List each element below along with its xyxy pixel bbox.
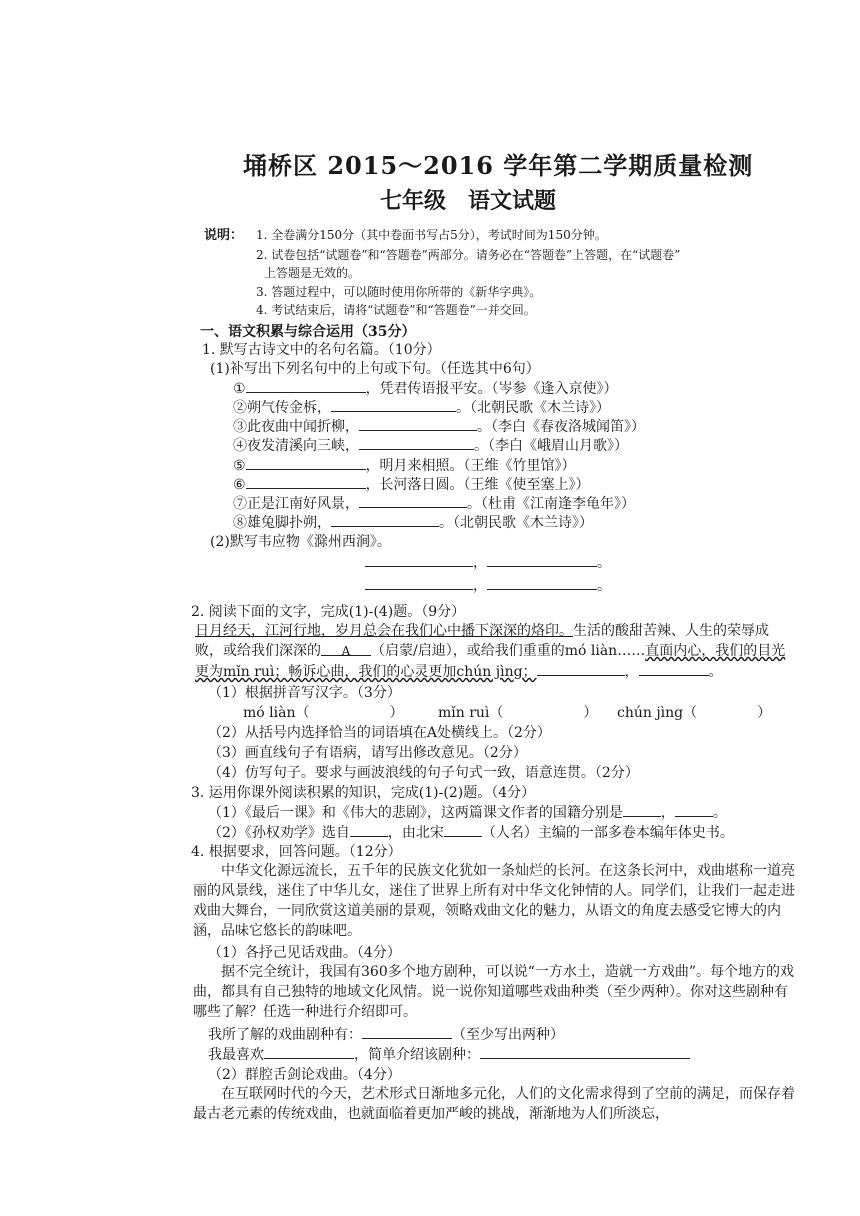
pinyin-item: chún jìng（ ） — [617, 705, 772, 721]
answer-blank[interactable] — [331, 397, 456, 412]
answer-blank[interactable] — [362, 1024, 452, 1039]
question-1-title: 1. 默写古诗文中的名句名篇。（10分） — [202, 342, 441, 358]
question-2-title: 2. 阅读下面的文字，完成(1)-(4)题。（9分） — [191, 604, 466, 620]
question-4-sub1-text: 据不完全统计，我国有360多个地方剧种，可以说“一方水土，造就一方戏曲”。每个地方的戏曲，都具有自己独特的地域文化风情。说一说你知道哪些戏曲种类（至少两种）。你对这些剧种有哪些了解？任选一种进行介绍即可。 — [193, 964, 795, 1020]
question-4-sub2: （2）群腔舌剑论戏曲。（4分） — [208, 1067, 401, 1083]
note-item: 4. 考试结束后，请将“试题卷”和“答题卷”一并交回。 — [256, 303, 536, 317]
passage-sentence: 日月经天，江河行地，岁月总会在我们心中播下深深的烙印。 — [195, 623, 573, 639]
answer-blank[interactable] — [264, 1044, 354, 1059]
answer-blank[interactable] — [359, 435, 474, 450]
poem-line: ⑤ ，明月来相照。（王维《竹里馆》） — [233, 455, 576, 475]
poem-line: ②朔气传金柝， 。（北朝民歌《木兰诗》） — [233, 397, 610, 417]
page-title: 埇桥区 2015～2016 学年第二学期质量检测 — [243, 151, 754, 180]
answer-blank[interactable] — [359, 493, 467, 508]
question-1-part2: (2)默写韦应物《滁州西涧》。 — [210, 534, 391, 550]
question-2-sub4: （4）仿写句子。要求与画波浪线的句子句式一致，语意连贯。（2分） — [208, 765, 639, 781]
question-4-intro: 中华文化源远流长，五千年的民族文化犹如一条灿烂的长河。在这条长河中，戏曲堪称一道亮丽的风景线，迷住了中华儿女，迷住了世界上所有对中华文化钟情的人。同学们，让我们一起走进戏曲大舞台，一同欣赏这道美丽的景观，领略戏曲文化的魅力，从语文的角度去感受它博大的内涵，品味它悠长的韵味吧。 — [193, 863, 795, 939]
question-4-title: 4. 根据要求，回答问题。（12分） — [191, 844, 402, 860]
notes-label: 说明： — [204, 228, 244, 243]
answer-blank[interactable] — [480, 1044, 690, 1059]
question-2-sub3: （3）画直线句子有语病，请写出修改意见。（2分） — [208, 745, 527, 761]
poem-line: ⑥ ，长河落日圆。（王维《使至塞上》） — [233, 474, 590, 494]
answer-blank[interactable] — [623, 802, 661, 817]
reading-passage: 日月经天，江河行地，岁月总会在我们心中播下深深的烙印。生活的酸甜苦辣、人生的荣辱成败，或给我们深深的 A （启蒙/启迪），或给我们重重的mó liàn……直面内心，我们的目光更为mǐn ruì；畅诉心曲，我们的心灵更加chún jìng； ， 。 — [195, 623, 786, 680]
wavy-sentence: 直面内心，我们的目光更为mǐn ruì；畅诉心曲，我们的心灵更加chún jìng； — [195, 643, 786, 680]
answer-blank[interactable] — [350, 822, 388, 837]
answer-line-2: 我最喜欢 ，简单介绍该剧种： — [208, 1044, 690, 1064]
poem-answer-line: ， 。 — [365, 552, 611, 572]
question-3-sub2: （2）《孙权劝学》选自 ，由北宋 （人名）主编的一部多卷本编年体史书。 — [208, 822, 734, 842]
note-item: 3. 答题过程中，可以随时使用你所带的《新华字典》。 — [256, 285, 542, 299]
question-3-sub1: （1）《最后一课》和《伟大的悲剧》，这两篇课文作者的国籍分别是 ， 。 — [208, 802, 727, 822]
answer-blank[interactable] — [675, 802, 713, 817]
section-heading: 一、语文积累与综合运用（35分） — [200, 324, 416, 340]
answer-blank[interactable] — [246, 455, 366, 470]
poem-line: ① ，凭君传语报平安。（岑参《逢入京使》） — [233, 378, 618, 398]
question-2-sub1: （1）根据拼音写汉字。（3分） — [208, 685, 401, 701]
poem-line: ④夜发清溪向三峡， 。（李白《峨眉山月歌》） — [233, 435, 628, 455]
answer-blank[interactable] — [537, 661, 625, 676]
note-item: 上答题是无效的。 — [264, 266, 361, 280]
passage-sentence: 生活的酸甜苦辣、人生的荣辱成败，或给我们深深的 — [195, 623, 769, 659]
answer-blank[interactable] — [487, 575, 597, 590]
blank-a[interactable]: A — [321, 641, 371, 656]
answer-blank[interactable] — [365, 552, 473, 567]
note-item: 1. 全卷满分150分（其中卷面书写占5分），考试时间为150分钟。 — [256, 228, 607, 242]
answer-blank[interactable] — [331, 512, 439, 527]
answer-blank[interactable] — [365, 575, 473, 590]
question-4-sub1: （1）各抒己见话戏曲。（4分） — [208, 945, 401, 961]
answer-blank[interactable] — [246, 474, 366, 489]
answer-line-1: 我所了解的戏曲剧种有： （至少写出两种） — [208, 1024, 564, 1044]
pinyin-item: mó liàn（ ） — [243, 705, 404, 721]
answer-blank[interactable] — [359, 416, 477, 431]
pinyin-item: mǐn ruì（ ） — [438, 705, 598, 721]
poem-line: ③此夜曲中闻折柳， 。（李白《春夜洛城闻笛》） — [233, 416, 645, 436]
question-4-sub2-text: 在互联网时代的今天，艺术形式日渐地多元化，人们的文化需求得到了空前的满足，而保存着最古老元素的传统戏曲，也就面临着更加严峻的挑战，渐渐地为人们所淡忘， — [193, 1086, 795, 1122]
answer-blank[interactable] — [639, 661, 709, 676]
poem-line: ⑦正是江南好风景， 。（杜甫《江南逢李龟年》） — [233, 493, 635, 513]
note-item: 2. 试卷包括“试题卷”和“答题卷”两部分。请务必在“答题卷”上答题，在“试题卷” — [256, 248, 681, 262]
question-1-part1: (1)补写出下列名句中的上句或下句。（任选其中6句） — [210, 361, 540, 377]
answer-blank[interactable] — [444, 822, 482, 837]
question-2-sub2: （2）从括号内选择恰当的词语填在A处横线上。（2分） — [208, 725, 551, 741]
answer-blank[interactable] — [246, 378, 366, 393]
answer-blank[interactable] — [487, 552, 597, 567]
poem-answer-line: ， 。 — [365, 575, 611, 595]
question-3-title: 3. 运用你课外阅读积累的知识，完成(1)-(2)题。（4分） — [191, 785, 536, 801]
poem-line: ⑧雄兔脚扑朔， 。（北朝民歌《木兰诗》） — [233, 512, 593, 532]
passage-sentence: （启蒙/启迪），或给我们重重的mó liàn…… — [371, 643, 646, 659]
page-subtitle: 七年级 语文试题 — [380, 188, 557, 214]
